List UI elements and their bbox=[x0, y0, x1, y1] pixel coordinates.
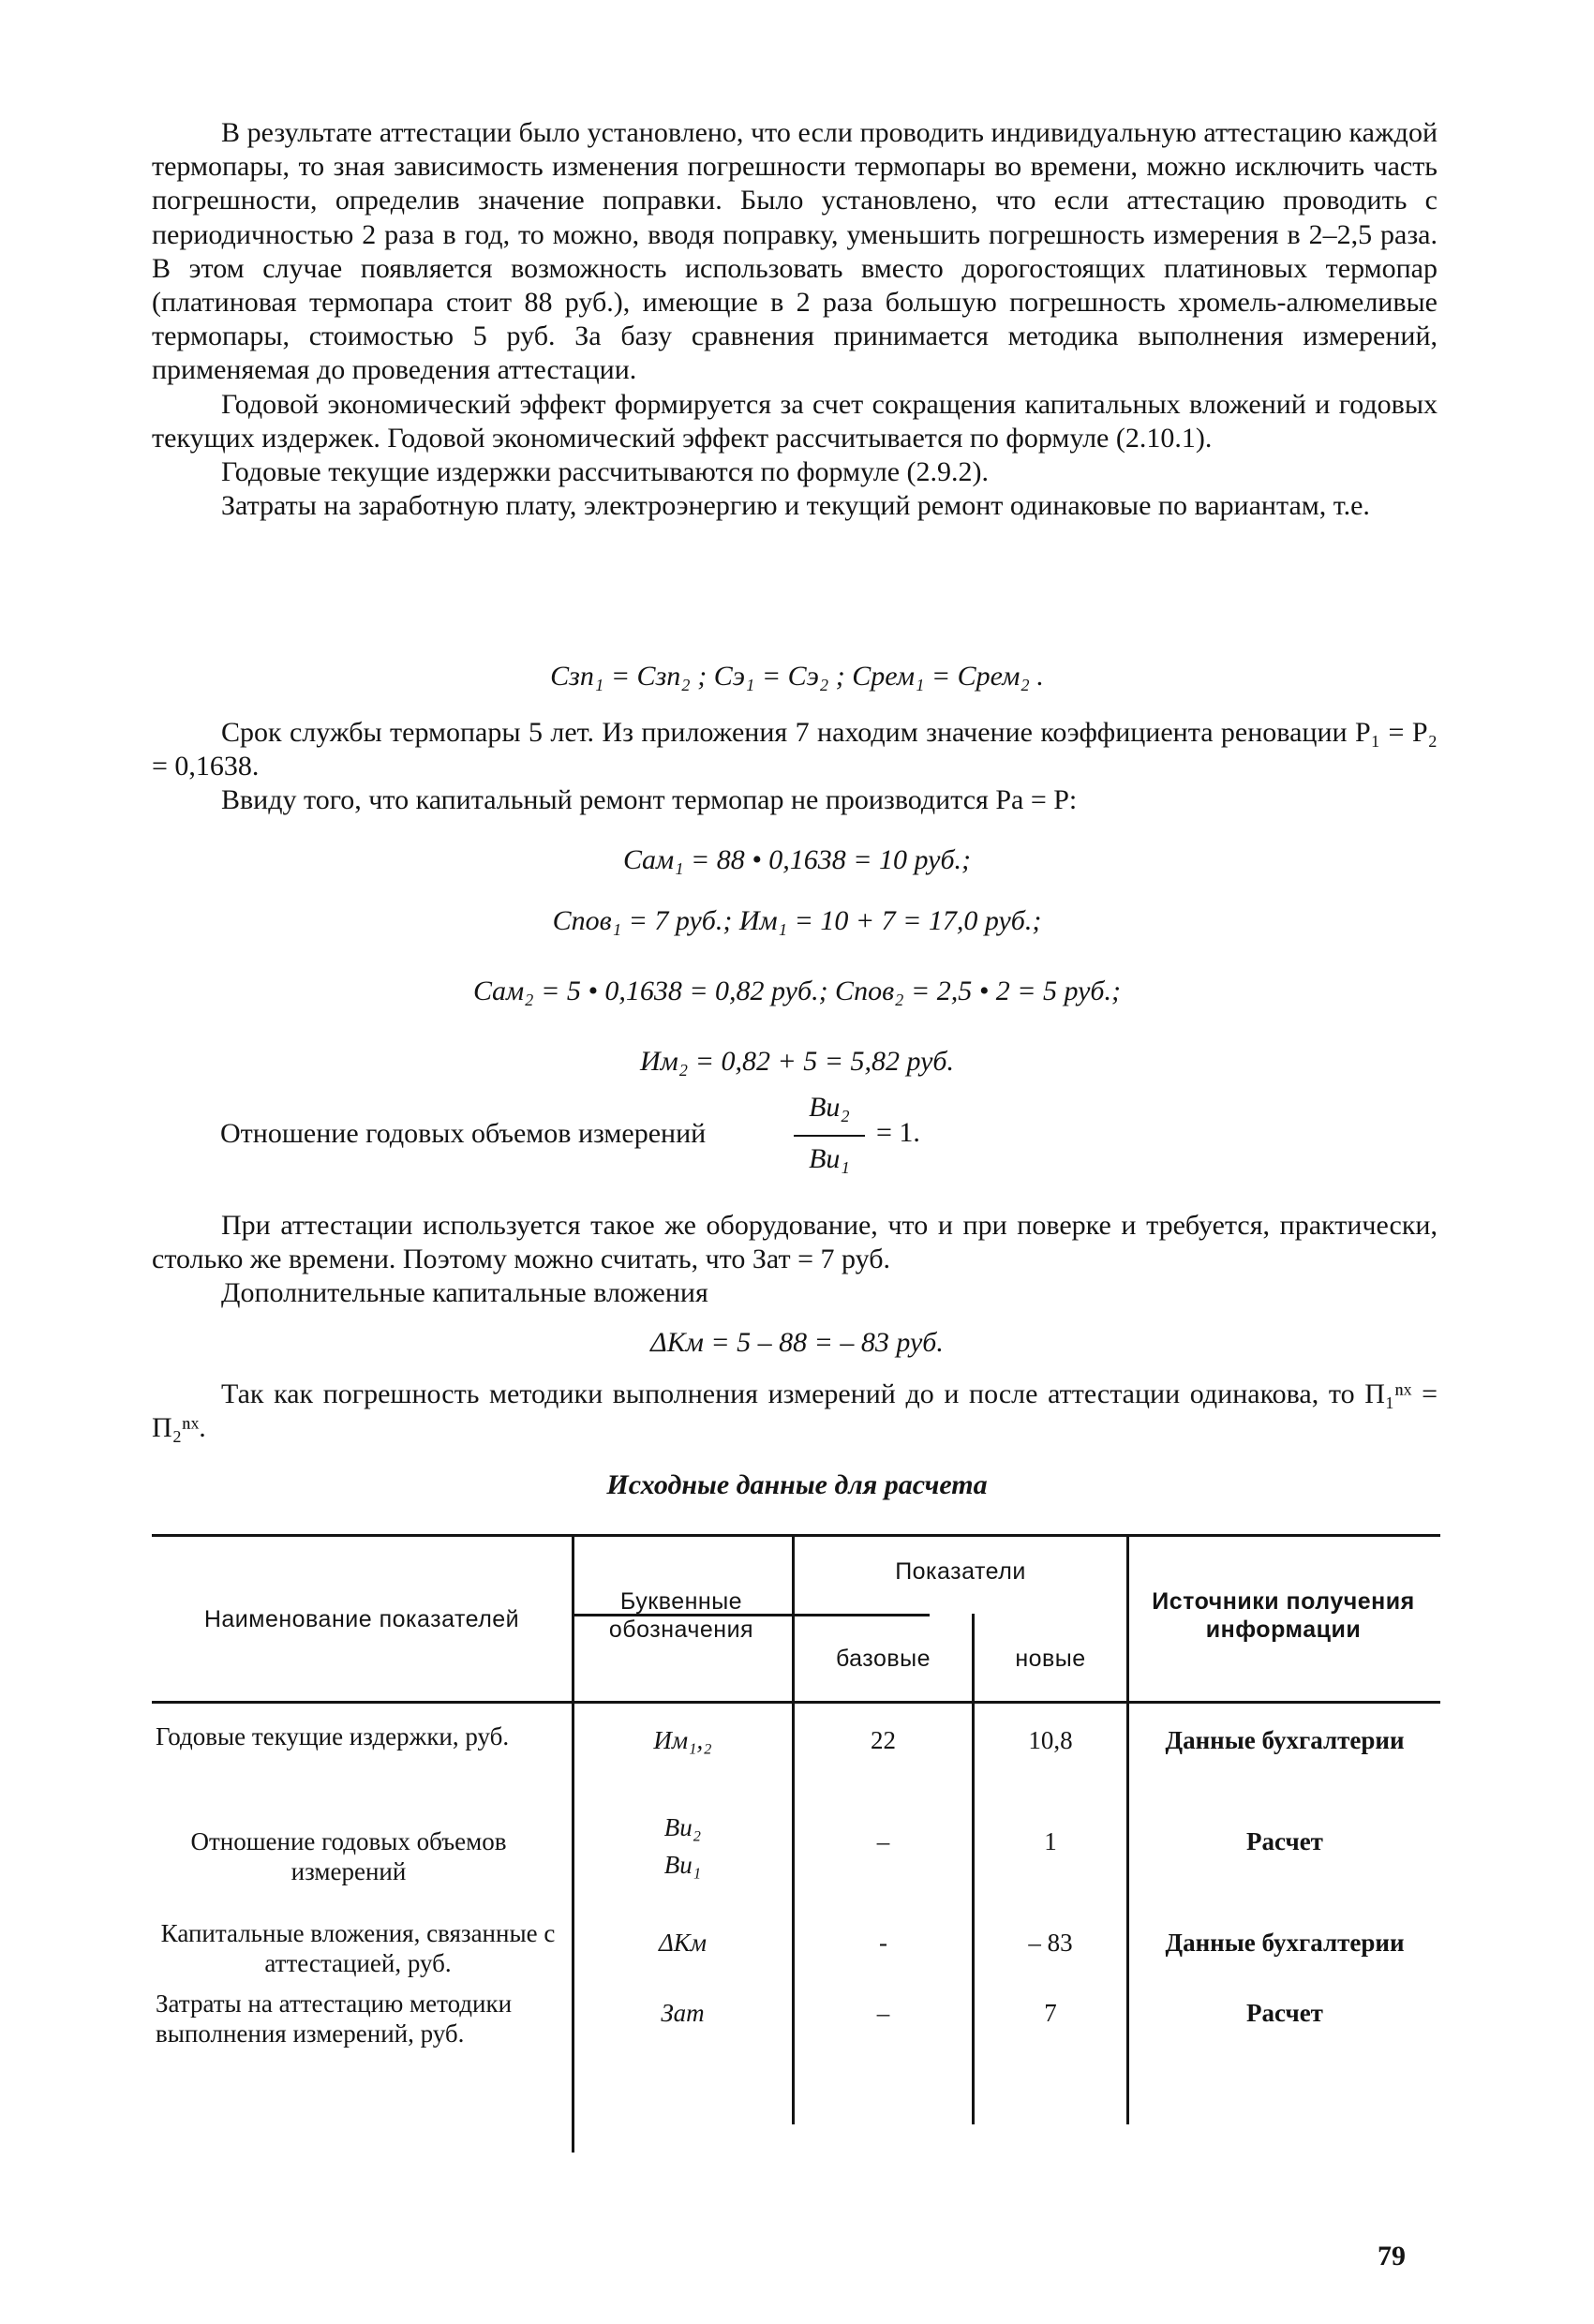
row2-symbol-num: Bи₂ bbox=[663, 1813, 702, 1841]
ratio-label: Отношение годовых объемов измерений bbox=[220, 1118, 707, 1149]
header-source: Источники получения информации bbox=[1152, 1588, 1415, 1643]
equation-delta-k: ΔKм = 5 – 88 = – 83 руб. bbox=[650, 1327, 944, 1358]
header-name: Наименование показателей bbox=[203, 1606, 520, 1632]
row2-base: – bbox=[876, 1827, 890, 1855]
row4-new: 7 bbox=[1044, 1999, 1057, 2027]
header-letters: Буквенные обозначения bbox=[608, 1588, 754, 1643]
text-block-error bbox=[152, 1378, 1438, 1445]
table-caption: Исходные данные для расчета bbox=[606, 1469, 988, 1500]
paragraph-error-equal: Так как погрешность методики выполнения измерений до и после аттестации одинакова, то Π₁ⁿˣ = Π₂ⁿˣ. bbox=[152, 1378, 1438, 1444]
table-top-rule bbox=[152, 1534, 1440, 1537]
table-col-divider-3 bbox=[972, 1614, 975, 2124]
header-new: новые bbox=[1015, 1646, 1086, 1672]
row2-new: 1 bbox=[1044, 1827, 1057, 1855]
paragraph-service-life: Срок службы термопары 5 лет. Из приложения 7 находим значение коэффициента реновации P₁ = P₂ = 0,1638. bbox=[152, 717, 1438, 782]
text-block-renovation bbox=[152, 716, 1438, 818]
row3-new: – 83 bbox=[1028, 1929, 1073, 1957]
page-number: 79 bbox=[1378, 2241, 1406, 2272]
ratio-denominator: Bи₁ bbox=[809, 1143, 850, 1174]
paragraph-additional-investment: Дополнительные капитальные вложения bbox=[221, 1277, 708, 1309]
equation-costs-2: Им₂ = 0,82 + 5 = 5,82 руб. bbox=[640, 1046, 954, 1077]
header-base: базовые bbox=[835, 1646, 931, 1672]
table-col-divider-1 bbox=[572, 1534, 574, 2153]
paragraph-equal-costs: Затраты на заработную плату, электроэнергию и текущий ремонт одинаковые по вариантам, т.е. bbox=[221, 490, 1370, 522]
paragraph-attestation-results: В результате аттестации было установлено, что если проводить индивидуальную аттестацию каждой термопары, то зная зависимость изменения погрешности термопары во времени, можно исключить часть погрешности, определив значение поправки. Было установлено, что если аттестацию проводить с периодичностью 2 раза в год, то можно, вводя поправку, уменьшить погрешность измерения в 2–2,5 раза. В этом случае появляется возможность использовать вместо дорогостоящих платиновых термопар (платиновая термопара стоит 88 руб.), имеющие в 2 раза большую погрешность хромель-алюмеливые термопары, стоимостью 5 руб. За базу сравнения принимается методика выполнения измерений, применяемая до проведения аттестации. bbox=[152, 117, 1438, 386]
table-header-rule bbox=[152, 1701, 1440, 1704]
row3-name: Капитальные вложения, связанные с аттестацией, руб. bbox=[160, 1919, 556, 1977]
ratio-fraction-bar bbox=[794, 1135, 865, 1137]
row2-name: Отношение годовых объемов измерений bbox=[190, 1827, 507, 1885]
row1-base: 22 bbox=[871, 1726, 896, 1754]
row1-new: 10,8 bbox=[1028, 1726, 1073, 1754]
row3-source: Данные бухгалтерии bbox=[1165, 1929, 1405, 1957]
row4-name: Затраты на аттестацию методики выполнения измерений, руб. bbox=[156, 1989, 513, 2048]
equation-amortization-2: Cам₂ = 5 • 0,1638 = 0,82 руб.; Cпов₂ = 2,5 • 2 = 5 руб.; bbox=[472, 976, 1122, 1006]
row4-base: – bbox=[876, 1999, 890, 2027]
row3-base: - bbox=[879, 1929, 887, 1957]
paragraph-capital-repair: Ввиду того, что капитальный ремонт термопар не производится Pа = P: bbox=[221, 784, 1078, 816]
equation-equal-costs: Cзп₁ = Cзп₂ ; Cэ₁ = Cэ₂ ; Cрем₁ = Cрем₂ . bbox=[550, 661, 1044, 692]
row3-symbol: ΔKм bbox=[658, 1929, 708, 1957]
source-data-table bbox=[152, 1534, 1440, 2153]
ratio-result: = 1. bbox=[876, 1117, 920, 1148]
row1-source: Данные бухгалтерии bbox=[1165, 1726, 1405, 1754]
text-block-top bbox=[152, 116, 1438, 523]
ratio-numerator: Bи₂ bbox=[809, 1092, 850, 1123]
paragraph-current-costs: Годовые текущие издержки рассчитываются по формуле (2.9.2). bbox=[221, 456, 990, 488]
row2-symbol-den: Bи₁ bbox=[663, 1851, 702, 1879]
paragraph-equipment: При аттестации используется такое же оборудование, что и при поверке и требуется, практически, столько же времени. Поэтому можно считать, что Зат = 7 руб. bbox=[152, 1210, 1438, 1275]
row4-source: Расчет bbox=[1246, 1999, 1323, 2027]
header-indicators: Показатели bbox=[895, 1558, 1026, 1585]
text-block-equipment bbox=[152, 1209, 1438, 1311]
row1-symbol: Им₁,₂ bbox=[653, 1726, 712, 1754]
row2-source: Расчет bbox=[1246, 1827, 1323, 1855]
equation-amortization-1: Cам₁ = 88 • 0,1638 = 10 руб.; bbox=[622, 844, 972, 875]
row4-symbol: Зат bbox=[661, 1999, 705, 2027]
equation-verification-1: Cпов₁ = 7 руб.; Им₁ = 10 + 7 = 17,0 руб.; bbox=[552, 905, 1042, 936]
row1-name: Годовые текущие издержки, руб. bbox=[156, 1722, 510, 1750]
paragraph-economic-effect: Годовой экономический эффект формируется за счет сокращения капитальных вложений и годовых текущих издержек. Годовой экономический эффект рассчитывается по формуле (2.10.1). bbox=[152, 388, 1438, 454]
